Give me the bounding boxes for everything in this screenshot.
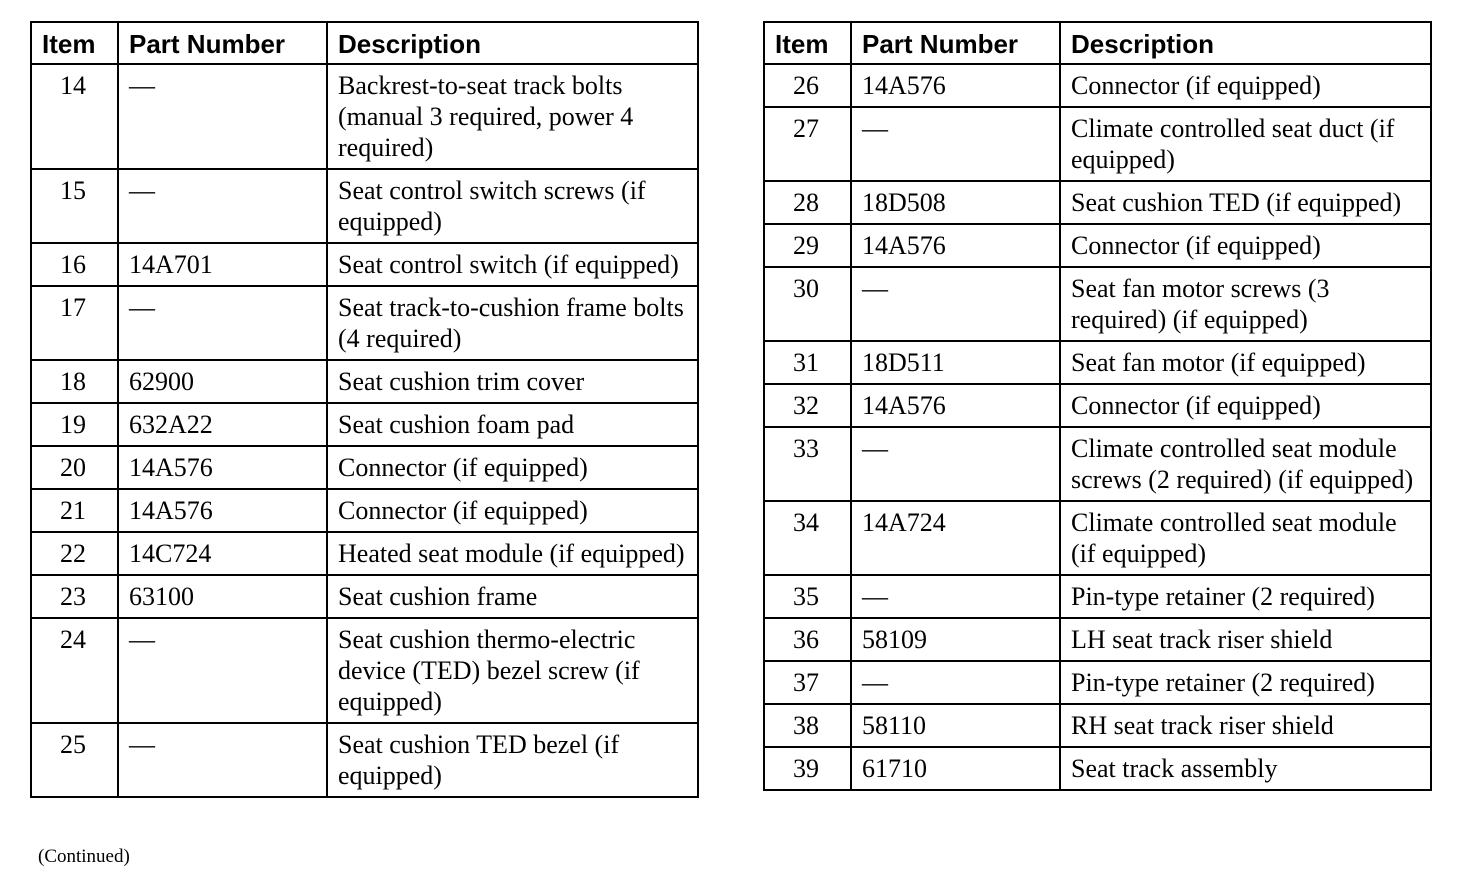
table-row	[764, 341, 1431, 384]
part-number: —	[118, 618, 327, 723]
part-description: Connector (if equipped)	[1060, 384, 1431, 427]
part-number: —	[118, 723, 327, 797]
table-row	[764, 107, 1431, 181]
item-number: 29	[764, 224, 851, 267]
table-row	[764, 661, 1431, 704]
table-row	[31, 618, 698, 723]
part-number: 14A724	[851, 501, 1060, 575]
part-number: 58110	[851, 704, 1060, 747]
item-number: 17	[31, 286, 118, 360]
table-header-row	[31, 22, 698, 64]
part-number: —	[851, 575, 1060, 618]
table-row	[31, 575, 698, 618]
part-number: 62900	[118, 360, 327, 403]
part-number: 58109	[851, 618, 1060, 661]
item-column-header: Item	[31, 22, 118, 64]
item-number: 31	[764, 341, 851, 384]
item-number: 39	[764, 747, 851, 790]
part-description: Climate controlled seat module (if equipped)	[1060, 501, 1431, 575]
part-description: Seat track assembly	[1060, 747, 1431, 790]
table-row	[764, 747, 1431, 790]
part-number: 14A576	[851, 224, 1060, 267]
part-description: Seat fan motor screws (3 required) (if equipped)	[1060, 267, 1431, 341]
item-number: 21	[31, 489, 118, 532]
table-row	[31, 489, 698, 532]
table-row	[31, 446, 698, 489]
table-row	[31, 286, 698, 360]
part-description: Seat cushion foam pad	[327, 403, 698, 446]
part-number: 14A701	[118, 243, 327, 286]
part-number: —	[851, 107, 1060, 181]
part-number: 632A22	[118, 403, 327, 446]
item-number: 23	[31, 575, 118, 618]
part-number: —	[851, 427, 1060, 501]
part-description: Pin-type retainer (2 required)	[1060, 575, 1431, 618]
part-description: RH seat track riser shield	[1060, 704, 1431, 747]
part-number: —	[118, 169, 327, 243]
table-row	[764, 267, 1431, 341]
item-number: 36	[764, 618, 851, 661]
table-row	[31, 169, 698, 243]
part-description: Seat control switch screws (if equipped)	[327, 169, 698, 243]
part-number: 14A576	[851, 384, 1060, 427]
table-row	[764, 181, 1431, 224]
part-description: Seat control switch (if equipped)	[327, 243, 698, 286]
continued-note: (Continued)	[38, 846, 130, 867]
table-row	[764, 704, 1431, 747]
description-column-header: Description	[1060, 22, 1431, 64]
table-row	[31, 360, 698, 403]
parts-table-right	[763, 21, 1432, 791]
table-row	[764, 618, 1431, 661]
description-column-header: Description	[327, 22, 698, 64]
table-row	[31, 64, 698, 169]
item-number: 20	[31, 446, 118, 489]
part-description: Connector (if equipped)	[1060, 224, 1431, 267]
table-row	[764, 427, 1431, 501]
parts-table-left	[30, 21, 699, 798]
part-number: —	[118, 286, 327, 360]
part-description: Pin-type retainer (2 required)	[1060, 661, 1431, 704]
table-row	[764, 64, 1431, 107]
part-description: Connector (if equipped)	[327, 489, 698, 532]
table-row	[764, 501, 1431, 575]
table-row	[764, 224, 1431, 267]
part-description: Seat fan motor (if equipped)	[1060, 341, 1431, 384]
part-description: Connector (if equipped)	[327, 446, 698, 489]
item-number: 37	[764, 661, 851, 704]
item-number: 28	[764, 181, 851, 224]
table-row	[31, 723, 698, 797]
item-number: 35	[764, 575, 851, 618]
part-description: Seat cushion TED (if equipped)	[1060, 181, 1431, 224]
part-number: 18D511	[851, 341, 1060, 384]
part-description: Seat track-to-cushion frame bolts (4 required)	[327, 286, 698, 360]
item-number: 18	[31, 360, 118, 403]
table-row	[31, 403, 698, 446]
part-number: —	[851, 661, 1060, 704]
part-description: Climate controlled seat module screws (2 required) (if equipped)	[1060, 427, 1431, 501]
item-number: 22	[31, 532, 118, 575]
table-header-row	[764, 22, 1431, 64]
part-description: Climate controlled seat duct (if equipped)	[1060, 107, 1431, 181]
part-number-column-header: Part Number	[851, 22, 1060, 64]
part-number: 14A576	[851, 64, 1060, 107]
part-description: Seat cushion trim cover	[327, 360, 698, 403]
item-column-header: Item	[764, 22, 851, 64]
part-description: Seat cushion frame	[327, 575, 698, 618]
part-number: 14C724	[118, 532, 327, 575]
part-description: Heated seat module (if equipped)	[327, 532, 698, 575]
part-number: 61710	[851, 747, 1060, 790]
part-number: 63100	[118, 575, 327, 618]
item-number: 25	[31, 723, 118, 797]
item-number: 33	[764, 427, 851, 501]
table-row	[764, 575, 1431, 618]
table-row	[764, 384, 1431, 427]
item-number: 19	[31, 403, 118, 446]
item-number: 26	[764, 64, 851, 107]
part-description: Seat cushion TED bezel (if equipped)	[327, 723, 698, 797]
item-number: 30	[764, 267, 851, 341]
table-row	[31, 532, 698, 575]
table-row	[31, 243, 698, 286]
part-description: Connector (if equipped)	[1060, 64, 1431, 107]
item-number: 16	[31, 243, 118, 286]
part-number-column-header: Part Number	[118, 22, 327, 64]
item-number: 34	[764, 501, 851, 575]
item-number: 14	[31, 64, 118, 169]
part-number: —	[118, 64, 327, 169]
item-number: 38	[764, 704, 851, 747]
item-number: 15	[31, 169, 118, 243]
item-number: 32	[764, 384, 851, 427]
part-number: —	[851, 267, 1060, 341]
part-description: LH seat track riser shield	[1060, 618, 1431, 661]
item-number: 24	[31, 618, 118, 723]
item-number: 27	[764, 107, 851, 181]
part-number: 18D508	[851, 181, 1060, 224]
part-number: 14A576	[118, 446, 327, 489]
part-number: 14A576	[118, 489, 327, 532]
part-description: Backrest-to-seat track bolts (manual 3 required, power 4 required)	[327, 64, 698, 169]
part-description: Seat cushion thermo-electric device (TED) bezel screw (if equipped)	[327, 618, 698, 723]
